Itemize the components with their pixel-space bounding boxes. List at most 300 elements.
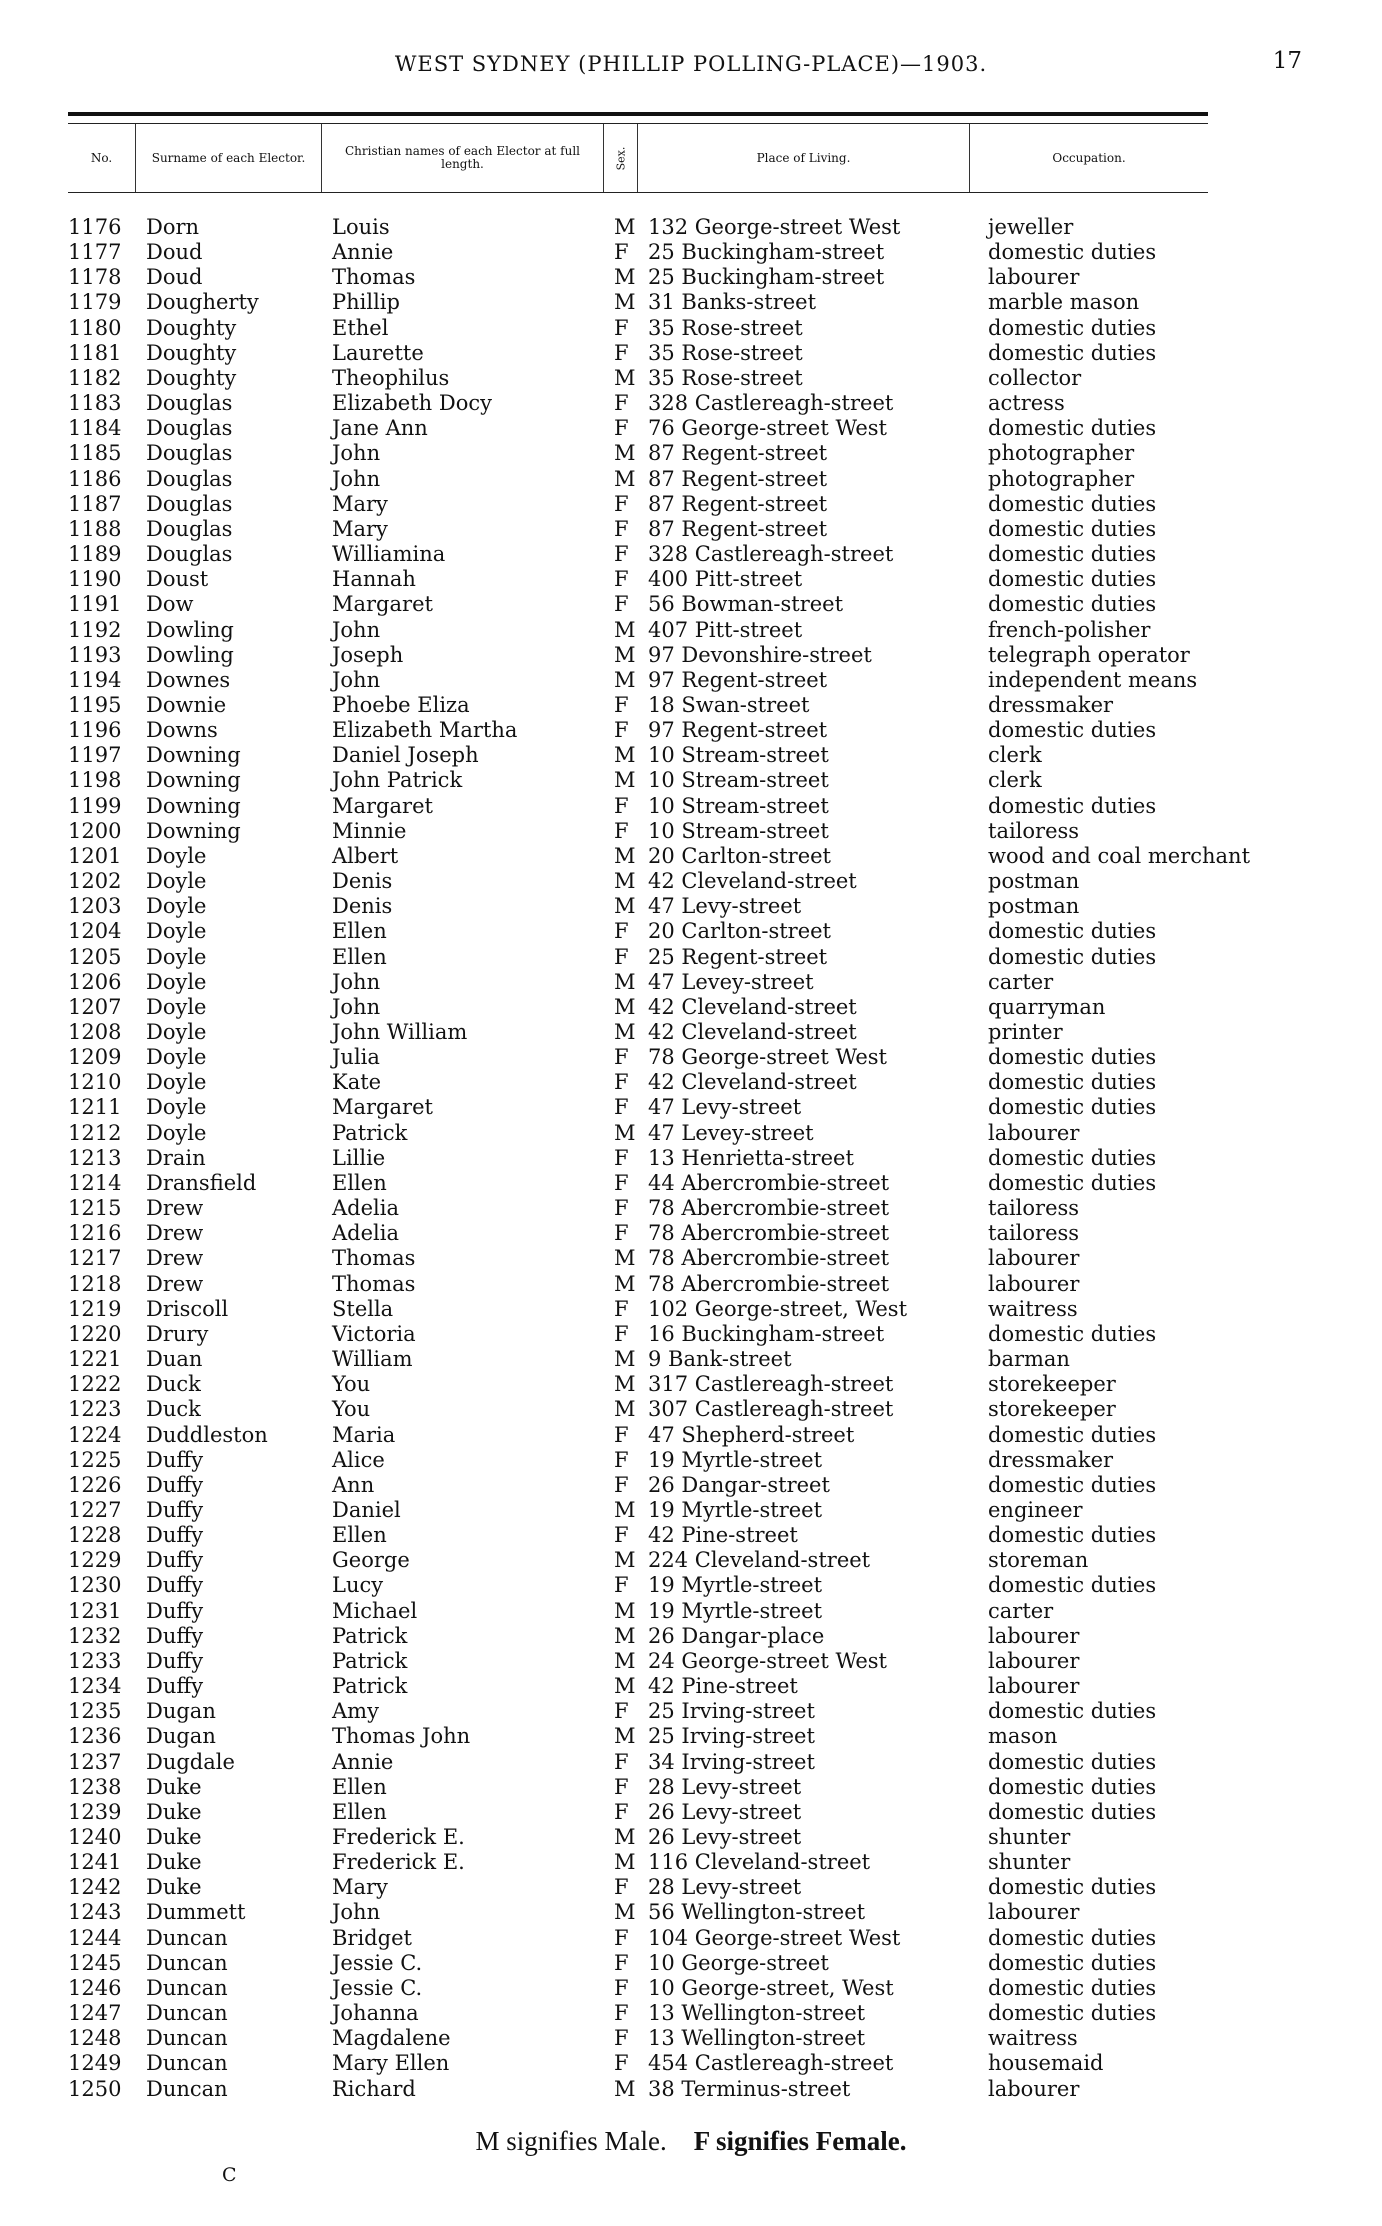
elector-place-of-living: 26 Levy-street — [648, 1825, 802, 1849]
elector-occupation: domestic duties — [988, 1321, 1157, 1346]
elector-place-of-living: 42 Pine-street — [648, 1523, 798, 1548]
elector-number: 1246 — [68, 1975, 122, 2000]
elector-christian-names: Frederick E. — [332, 1850, 465, 1875]
elector-sex: M — [614, 617, 636, 642]
elector-place-of-living: 132 George-street West — [648, 215, 901, 239]
header-surname: Surname of each Elector. — [136, 124, 322, 192]
elector-place-of-living: 97 Regent-street — [648, 718, 828, 743]
elector-surname: Doyle — [146, 1120, 207, 1145]
elector-surname: Duncan — [146, 1925, 228, 1950]
table-row — [0, 1221, 1382, 1246]
elector-christian-names: Annie — [332, 1749, 394, 1774]
elector-occupation: domestic duties — [988, 1925, 1157, 1950]
table-row — [0, 1020, 1382, 1045]
header-occupation: Occupation. — [1052, 150, 1126, 165]
table-row — [0, 1523, 1382, 1548]
elector-sex: M — [614, 466, 636, 491]
elector-place-of-living: 78 Abercrombie-street — [648, 1196, 890, 1221]
elector-place-of-living: 87 Regent-street — [648, 516, 828, 541]
table-row — [0, 366, 1382, 391]
elector-christian-names: Ellen — [332, 1523, 387, 1548]
elector-place-of-living: 25 Buckingham-street — [648, 240, 885, 265]
elector-occupation: labourer — [988, 2076, 1080, 2101]
elector-christian-names: William — [332, 1347, 413, 1372]
elector-sex: M — [614, 1347, 636, 1372]
table-row — [0, 1070, 1382, 1095]
elector-sex: F — [614, 542, 629, 567]
elector-surname: Duncan — [146, 2001, 228, 2026]
elector-christian-names: Patrick — [332, 1120, 408, 1145]
elector-surname: Doud — [146, 240, 203, 265]
elector-number: 1183 — [68, 391, 122, 416]
elector-christian-names: Adelia — [332, 1221, 399, 1246]
elector-sex: F — [614, 1699, 629, 1724]
elector-number: 1209 — [68, 1045, 122, 1070]
elector-christian-names: Mary — [332, 1875, 388, 1900]
table-row — [0, 1850, 1382, 1875]
elector-occupation: domestic duties — [988, 2001, 1157, 2026]
elector-sex: F — [614, 793, 629, 818]
elector-sex: F — [614, 1170, 629, 1195]
elector-number: 1181 — [68, 340, 122, 365]
elector-surname: Duffy — [146, 1674, 204, 1699]
elector-occupation: tailoress — [988, 1196, 1080, 1221]
elector-number: 1239 — [68, 1799, 122, 1824]
elector-sex: M — [614, 1372, 636, 1397]
elector-sex: F — [614, 315, 629, 340]
elector-surname: Driscoll — [146, 1296, 229, 1321]
elector-surname: Duncan — [146, 1975, 228, 2000]
elector-christian-names: Annie — [332, 240, 394, 265]
elector-sex: M — [614, 265, 636, 290]
table-row — [0, 441, 1382, 466]
elector-sex: F — [614, 2051, 629, 2076]
elector-christian-names: Denis — [332, 869, 393, 894]
elector-sex: F — [614, 592, 629, 617]
elector-sex: M — [614, 1623, 636, 1648]
elector-sex: M — [614, 1648, 636, 1673]
elector-sex: F — [614, 944, 629, 969]
elector-place-of-living: 38 Terminus-street — [648, 2076, 851, 2101]
elector-number: 1186 — [68, 466, 122, 491]
elector-surname: Dowling — [146, 642, 234, 667]
elector-surname: Duck — [146, 1397, 201, 1422]
elector-christian-names: Patrick — [332, 1623, 408, 1648]
elector-surname: Dummett — [146, 1900, 246, 1925]
elector-place-of-living: 87 Regent-street — [648, 491, 828, 516]
elector-christian-names: Thomas — [332, 1271, 416, 1296]
elector-number: 1205 — [68, 944, 122, 969]
elector-christian-names: Ellen — [332, 944, 387, 969]
elector-sex: M — [614, 1850, 636, 1875]
table-row — [0, 240, 1382, 265]
elector-number: 1224 — [68, 1422, 122, 1447]
elector-sex: M — [614, 1397, 636, 1422]
elector-occupation: labourer — [988, 1120, 1080, 1145]
elector-place-of-living: 116 Cleveland-street — [648, 1850, 871, 1875]
elector-number: 1214 — [68, 1170, 122, 1195]
elector-place-of-living: 87 Regent-street — [648, 466, 828, 491]
elector-surname: Doyle — [146, 869, 207, 894]
elector-number: 1194 — [68, 667, 122, 692]
elector-sex: M — [614, 1598, 636, 1623]
elector-occupation: tailoress — [988, 1221, 1080, 1246]
elector-sex: F — [614, 1447, 629, 1472]
elector-christian-names: Elizabeth Docy — [332, 391, 492, 416]
table-row — [0, 1196, 1382, 1221]
elector-occupation: mason — [988, 1724, 1058, 1749]
elector-sex: F — [614, 516, 629, 541]
elector-surname: Drury — [146, 1321, 209, 1346]
elector-surname: Drew — [146, 1221, 204, 1246]
elector-sex: M — [614, 441, 636, 466]
elector-number: 1219 — [68, 1296, 122, 1321]
elector-place-of-living: 224 Cleveland-street — [648, 1548, 871, 1573]
elector-christian-names: Lucy — [332, 1573, 384, 1598]
table-row — [0, 316, 1382, 341]
elector-christian-names: Phillip — [332, 290, 400, 315]
elector-occupation: domestic duties — [988, 340, 1157, 365]
elector-christian-names: Hannah — [332, 567, 416, 592]
elector-place-of-living: 454 Castlereagh-street — [648, 2051, 894, 2076]
table-row — [0, 1498, 1382, 1523]
elector-number: 1201 — [68, 843, 122, 868]
elector-number: 1236 — [68, 1724, 122, 1749]
sex-legend — [0, 2126, 1382, 2157]
elector-place-of-living: 31 Banks-street — [648, 290, 817, 315]
elector-place-of-living: 13 Henrietta-street — [648, 1145, 854, 1170]
elector-number: 1217 — [68, 1246, 122, 1271]
elector-sex: F — [614, 718, 629, 743]
elector-surname: Dowling — [146, 617, 234, 642]
elector-christian-names: John — [332, 994, 381, 1019]
table-row — [0, 1121, 1382, 1146]
elector-place-of-living: 26 Dangar-place — [648, 1623, 825, 1648]
elector-place-of-living: 19 Myrtle-street — [648, 1447, 823, 1472]
elector-place-of-living: 28 Levy-street — [648, 1774, 802, 1799]
elector-sex: M — [614, 994, 636, 1019]
elector-christian-names: Ellen — [332, 1774, 387, 1799]
elector-place-of-living: 35 Rose-street — [648, 340, 803, 365]
table-row — [0, 819, 1382, 844]
elector-surname: Duffy — [146, 1598, 204, 1623]
elector-christian-names: Adelia — [332, 1196, 399, 1221]
table-row — [0, 1548, 1382, 1573]
elector-sex: F — [614, 1045, 629, 1070]
elector-christian-names: Kate — [332, 1070, 382, 1095]
elector-sex: F — [614, 1196, 629, 1221]
elector-place-of-living: 328 Castlereagh-street — [648, 391, 894, 416]
elector-number: 1222 — [68, 1372, 122, 1397]
elector-sex: F — [614, 391, 629, 416]
table-row — [0, 970, 1382, 995]
table-row — [0, 869, 1382, 894]
elector-occupation: collector — [988, 365, 1082, 390]
table-row — [0, 995, 1382, 1020]
elector-occupation: labourer — [988, 1674, 1080, 1699]
elector-sex: F — [614, 1472, 629, 1497]
elector-number: 1182 — [68, 365, 122, 390]
elector-place-of-living: 13 Wellington-street — [648, 2001, 866, 2026]
table-row — [0, 290, 1382, 315]
elector-number: 1221 — [68, 1347, 122, 1372]
table-row — [0, 643, 1382, 668]
table-row — [0, 718, 1382, 743]
elector-occupation: domestic duties — [988, 416, 1157, 441]
table-row — [0, 542, 1382, 567]
header-rule — [68, 112, 1208, 116]
elector-surname: Duke — [146, 1774, 202, 1799]
elector-sex: M — [614, 1497, 636, 1522]
table-row — [0, 894, 1382, 919]
elector-christian-names: Maria — [332, 1422, 396, 1447]
elector-number: 1185 — [68, 441, 122, 466]
elector-number: 1178 — [68, 265, 122, 290]
elector-surname: Duke — [146, 1850, 202, 1875]
elector-number: 1196 — [68, 718, 122, 743]
elector-place-of-living: 47 Levey-street — [648, 969, 814, 994]
elector-number: 1241 — [68, 1850, 122, 1875]
table-row — [0, 1573, 1382, 1598]
elector-occupation: labourer — [988, 1900, 1080, 1925]
elector-occupation: waitress — [988, 2026, 1078, 2051]
elector-christian-names: Margaret — [332, 592, 433, 617]
elector-surname: Downing — [146, 768, 241, 793]
elector-surname: Duffy — [146, 1447, 204, 1472]
elector-place-of-living: 42 Cleveland-street — [648, 994, 857, 1019]
elector-surname: Douglas — [146, 491, 233, 516]
elector-place-of-living: 19 Myrtle-street — [648, 1573, 823, 1598]
elector-sex: F — [614, 1573, 629, 1598]
elector-christian-names: John — [332, 969, 381, 994]
elector-surname: Duck — [146, 1372, 201, 1397]
elector-place-of-living: 47 Levy-street — [648, 1095, 802, 1120]
elector-number: 1187 — [68, 491, 122, 516]
elector-sex: M — [614, 1020, 636, 1044]
elector-sex: F — [614, 1321, 629, 1346]
elector-surname: Doyle — [146, 1095, 207, 1120]
elector-occupation: postman — [988, 869, 1080, 894]
elector-place-of-living: 42 Cleveland-street — [648, 869, 857, 894]
table-row — [0, 1674, 1382, 1699]
elector-occupation: actress — [988, 391, 1065, 416]
elector-place-of-living: 42 Cleveland-street — [648, 1070, 857, 1095]
elector-number: 1248 — [68, 2026, 122, 2051]
table-row — [0, 1926, 1382, 1951]
elector-sex: F — [614, 1145, 629, 1170]
elector-occupation: domestic duties — [988, 1975, 1157, 2000]
elector-occupation: domestic duties — [988, 1170, 1157, 1195]
elector-christian-names: Thomas — [332, 1246, 416, 1271]
elector-surname: Doughty — [146, 365, 237, 390]
elector-sex: M — [614, 894, 636, 919]
elector-christian-names: Patrick — [332, 1648, 408, 1673]
legend-male: M signifies Male. — [475, 2126, 667, 2156]
elector-place-of-living: 10 Stream-street — [648, 818, 829, 843]
elector-christian-names: Alice — [332, 1447, 385, 1472]
elector-number: 1250 — [68, 2076, 122, 2101]
elector-occupation: domestic duties — [988, 793, 1157, 818]
elector-number: 1188 — [68, 516, 122, 541]
header-christian-names: Christian names of each Elector at full length. — [322, 124, 604, 192]
elector-occupation: photographer — [988, 466, 1135, 491]
table-row — [0, 1372, 1382, 1397]
header-no: No. — [68, 124, 136, 192]
table-row — [0, 1171, 1382, 1196]
elector-occupation: domestic duties — [988, 1699, 1157, 1724]
elector-place-of-living: 47 Levy-street — [648, 894, 802, 919]
elector-christian-names: John Patrick — [332, 768, 463, 793]
elector-occupation: printer — [988, 1020, 1063, 1044]
elector-place-of-living: 97 Devonshire-street — [648, 642, 872, 667]
table-row — [0, 1423, 1382, 1448]
table-row — [0, 265, 1382, 290]
elector-surname: Drew — [146, 1196, 204, 1221]
elector-surname: Doyle — [146, 1045, 207, 1070]
elector-surname: Douglas — [146, 516, 233, 541]
elector-place-of-living: 10 Stream-street — [648, 768, 829, 793]
elector-place-of-living: 104 George-street West — [648, 1925, 901, 1950]
header-sex: Sex. — [604, 124, 638, 192]
table-row — [0, 1297, 1382, 1322]
elector-occupation: photographer — [988, 441, 1135, 466]
elector-occupation: french-polisher — [988, 617, 1151, 642]
table-row — [0, 768, 1382, 793]
elector-occupation: housemaid — [988, 2051, 1104, 2076]
elector-surname: Duncan — [146, 2026, 228, 2051]
elector-number: 1190 — [68, 567, 122, 592]
elector-occupation: domestic duties — [988, 1573, 1157, 1598]
table-row — [0, 2001, 1382, 2026]
table-row — [0, 743, 1382, 768]
table-row — [0, 618, 1382, 643]
elector-sex: F — [614, 1296, 629, 1321]
elector-place-of-living: 97 Regent-street — [648, 667, 828, 692]
table-row — [0, 592, 1382, 617]
elector-occupation: storekeeper — [988, 1397, 1116, 1422]
elector-sex: F — [614, 1950, 629, 1975]
elector-occupation: independent means — [988, 667, 1198, 692]
elector-sex: F — [614, 240, 629, 265]
elector-christian-names: Amy — [332, 1699, 379, 1724]
elector-sex: F — [614, 1774, 629, 1799]
elector-occupation: engineer — [988, 1497, 1083, 1522]
elector-occupation: labourer — [988, 1623, 1080, 1648]
elector-surname: Downes — [146, 667, 231, 692]
elector-number: 1237 — [68, 1749, 122, 1774]
elector-surname: Doyle — [146, 969, 207, 994]
elector-number: 1177 — [68, 240, 122, 265]
elector-christian-names: Theophilus — [332, 365, 450, 390]
elector-surname: Duncan — [146, 2051, 228, 2076]
elector-place-of-living: 24 George-street West — [648, 1648, 887, 1673]
elector-occupation: jeweller — [988, 215, 1074, 239]
elector-sex: F — [614, 1925, 629, 1950]
elector-surname: Doust — [146, 567, 209, 592]
elector-number: 1203 — [68, 894, 122, 919]
elector-place-of-living: 76 George-street West — [648, 416, 887, 441]
elector-occupation: domestic duties — [988, 1070, 1157, 1095]
elector-sex: F — [614, 818, 629, 843]
elector-place-of-living: 42 Pine-street — [648, 1674, 798, 1699]
elector-sex: F — [614, 1221, 629, 1246]
elector-christian-names: Lillie — [332, 1145, 386, 1170]
elector-sex: F — [614, 567, 629, 592]
elector-place-of-living: 25 Irving-street — [648, 1699, 815, 1724]
elector-sex: F — [614, 1095, 629, 1120]
elector-number: 1179 — [68, 290, 122, 315]
elector-surname: Duffy — [146, 1497, 204, 1522]
table-row — [0, 1624, 1382, 1649]
elector-number: 1192 — [68, 617, 122, 642]
elector-occupation: labourer — [988, 1246, 1080, 1271]
elector-surname: Doughty — [146, 340, 237, 365]
table-row — [0, 1649, 1382, 1674]
elector-place-of-living: 56 Bowman-street — [648, 592, 844, 617]
table-row — [0, 1448, 1382, 1473]
table-row — [0, 2051, 1382, 2076]
elector-place-of-living: 10 George-street — [648, 1950, 829, 1975]
elector-number: 1247 — [68, 2001, 122, 2026]
elector-occupation: storeman — [988, 1548, 1089, 1573]
elector-surname: Doyle — [146, 944, 207, 969]
elector-surname: Duddleston — [146, 1422, 268, 1447]
elector-christian-names: Ellen — [332, 1170, 387, 1195]
elector-sex: F — [614, 692, 629, 717]
elector-christian-names: Johanna — [332, 2001, 419, 2026]
elector-place-of-living: 78 Abercrombie-street — [648, 1221, 890, 1246]
elector-occupation: wood and coal merchant — [988, 843, 1251, 868]
elector-number: 1249 — [68, 2051, 122, 2076]
elector-number: 1229 — [68, 1548, 122, 1573]
elector-place-of-living: 307 Castlereagh-street — [648, 1397, 894, 1422]
elector-number: 1235 — [68, 1699, 122, 1724]
page-mark: C — [222, 2164, 237, 2186]
elector-surname: Douglas — [146, 466, 233, 491]
elector-surname: Duffy — [146, 1623, 204, 1648]
elector-surname: Duffy — [146, 1548, 204, 1573]
elector-number: 1211 — [68, 1095, 122, 1120]
elector-sex: F — [614, 416, 629, 441]
elector-sex: F — [614, 1749, 629, 1774]
elector-number: 1231 — [68, 1598, 122, 1623]
elector-sex: F — [614, 1523, 629, 1548]
elector-occupation: domestic duties — [988, 1875, 1157, 1900]
table-row — [0, 391, 1382, 416]
elector-sex: M — [614, 969, 636, 994]
elector-number: 1244 — [68, 1925, 122, 1950]
elector-occupation: domestic duties — [988, 919, 1157, 944]
elector-surname: Doyle — [146, 843, 207, 868]
elector-sex: F — [614, 1070, 629, 1095]
table-row — [0, 1976, 1382, 2001]
elector-occupation: clerk — [988, 768, 1042, 793]
table-row — [0, 1045, 1382, 1070]
elector-number: 1195 — [68, 692, 122, 717]
elector-christian-names: Frederick E. — [332, 1825, 465, 1849]
elector-sex: M — [614, 743, 636, 768]
elector-sex: M — [614, 2076, 636, 2101]
elector-number: 1208 — [68, 1020, 122, 1044]
elector-number: 1189 — [68, 542, 122, 567]
page-number: 17 — [1272, 48, 1302, 74]
elector-christian-names: John — [332, 1900, 381, 1925]
elector-number: 1233 — [68, 1648, 122, 1673]
elector-sex: F — [614, 1799, 629, 1824]
elector-christian-names: Jessie C. — [332, 1950, 423, 1975]
elector-occupation: tailoress — [988, 818, 1080, 843]
table-row — [0, 919, 1382, 944]
